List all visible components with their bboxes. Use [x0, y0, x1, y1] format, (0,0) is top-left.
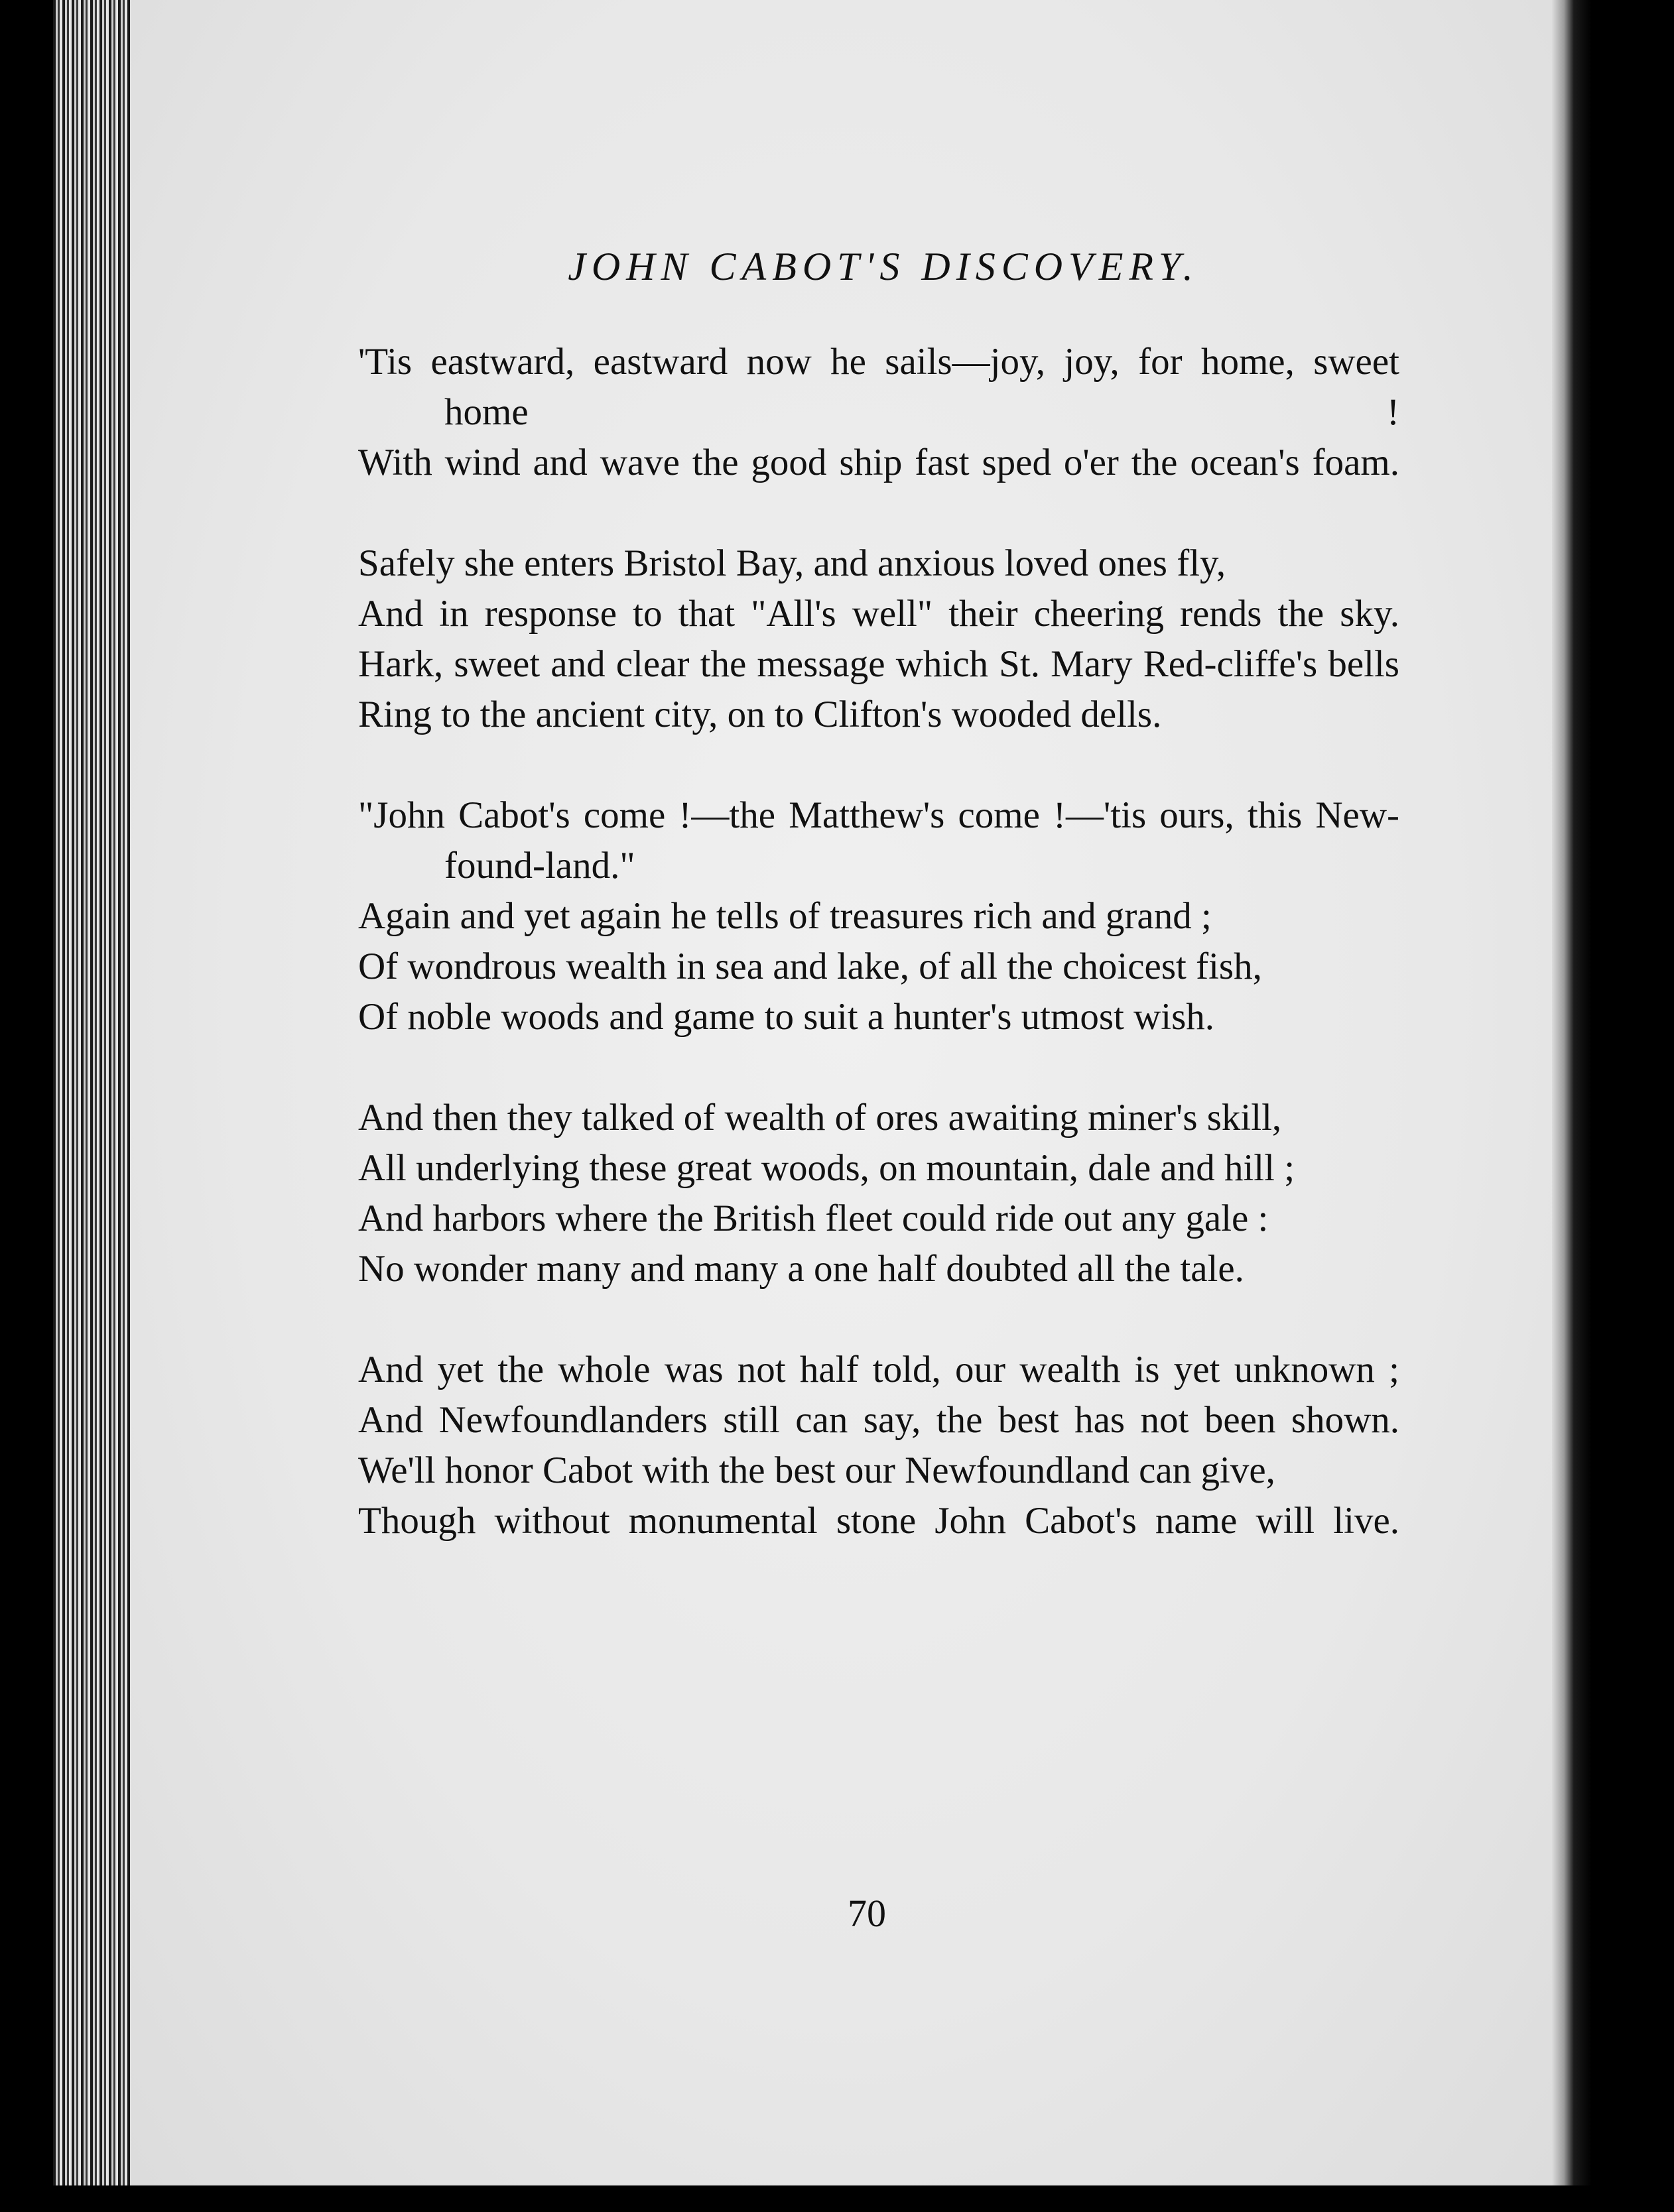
poem-line: We'll honor Cabot with the best our Newfoundland can give,: [358, 1449, 1275, 1491]
poem-line: Of noble woods and game to suit a hunter's utmost wish.: [358, 996, 1215, 1038]
poem-line: Safely she enters Bristol Bay, and anxious loved ones fly,: [358, 542, 1226, 584]
poem-line: And harbors where the British fleet could ride out any gale :: [358, 1198, 1269, 1239]
poem: [358, 337, 1399, 1597]
poem-line: Hark, sweet and clear the message which St. Mary Red-cliffe's bells: [358, 643, 1399, 685]
page-number: 70: [848, 1892, 886, 1935]
poem-line: And in response to that "All's well" their cheering rends the sky.: [358, 593, 1399, 635]
scan-border: [0, 2185, 1674, 2212]
poem-line: With wind and wave the good ship fast sped o'er the ocean's foam.: [358, 442, 1399, 483]
stanza: [358, 538, 1399, 740]
poem-line: Of wondrous wealth in sea and lake, of all the choicest fish,: [358, 946, 1262, 987]
book-page-edges: [53, 0, 133, 2212]
poem-line: Ring to the ancient city, on to Clifton's wooded dells.: [358, 694, 1162, 735]
poem-line: 'Tis eastward, eastward now he sails—joy, joy, for home, sweet home !: [358, 341, 1399, 433]
poem-line: Though without monumental stone John Cabot's name will live.: [358, 1500, 1399, 1542]
poem-line: All underlying these great woods, on mountain, dale and hill ;: [358, 1147, 1295, 1189]
poem-line: "John Cabot's come !—the Matthew's come !—'tis ours, this New-found-land.": [358, 794, 1399, 887]
stanza: [358, 1093, 1399, 1294]
poem-line: Again and yet again he tells of treasures rich and grand ;: [358, 895, 1212, 937]
stanza: [358, 790, 1399, 1042]
running-head: JOHN CABOT'S DISCOVERY.: [568, 245, 1199, 288]
poem-line: And Newfoundlanders still can say, the best has not been shown.: [358, 1399, 1399, 1441]
poem-line: And then they talked of wealth of ores awaiting miner's skill,: [358, 1097, 1282, 1138]
stanza: [358, 1345, 1399, 1546]
poem-line: And yet the whole was not half told, our wealth is yet unknown ;: [358, 1349, 1399, 1390]
book-gutter: [1552, 0, 1592, 2212]
stanza: [358, 337, 1399, 488]
poem-line: No wonder many and many a one half doubted all the tale.: [358, 1248, 1244, 1290]
